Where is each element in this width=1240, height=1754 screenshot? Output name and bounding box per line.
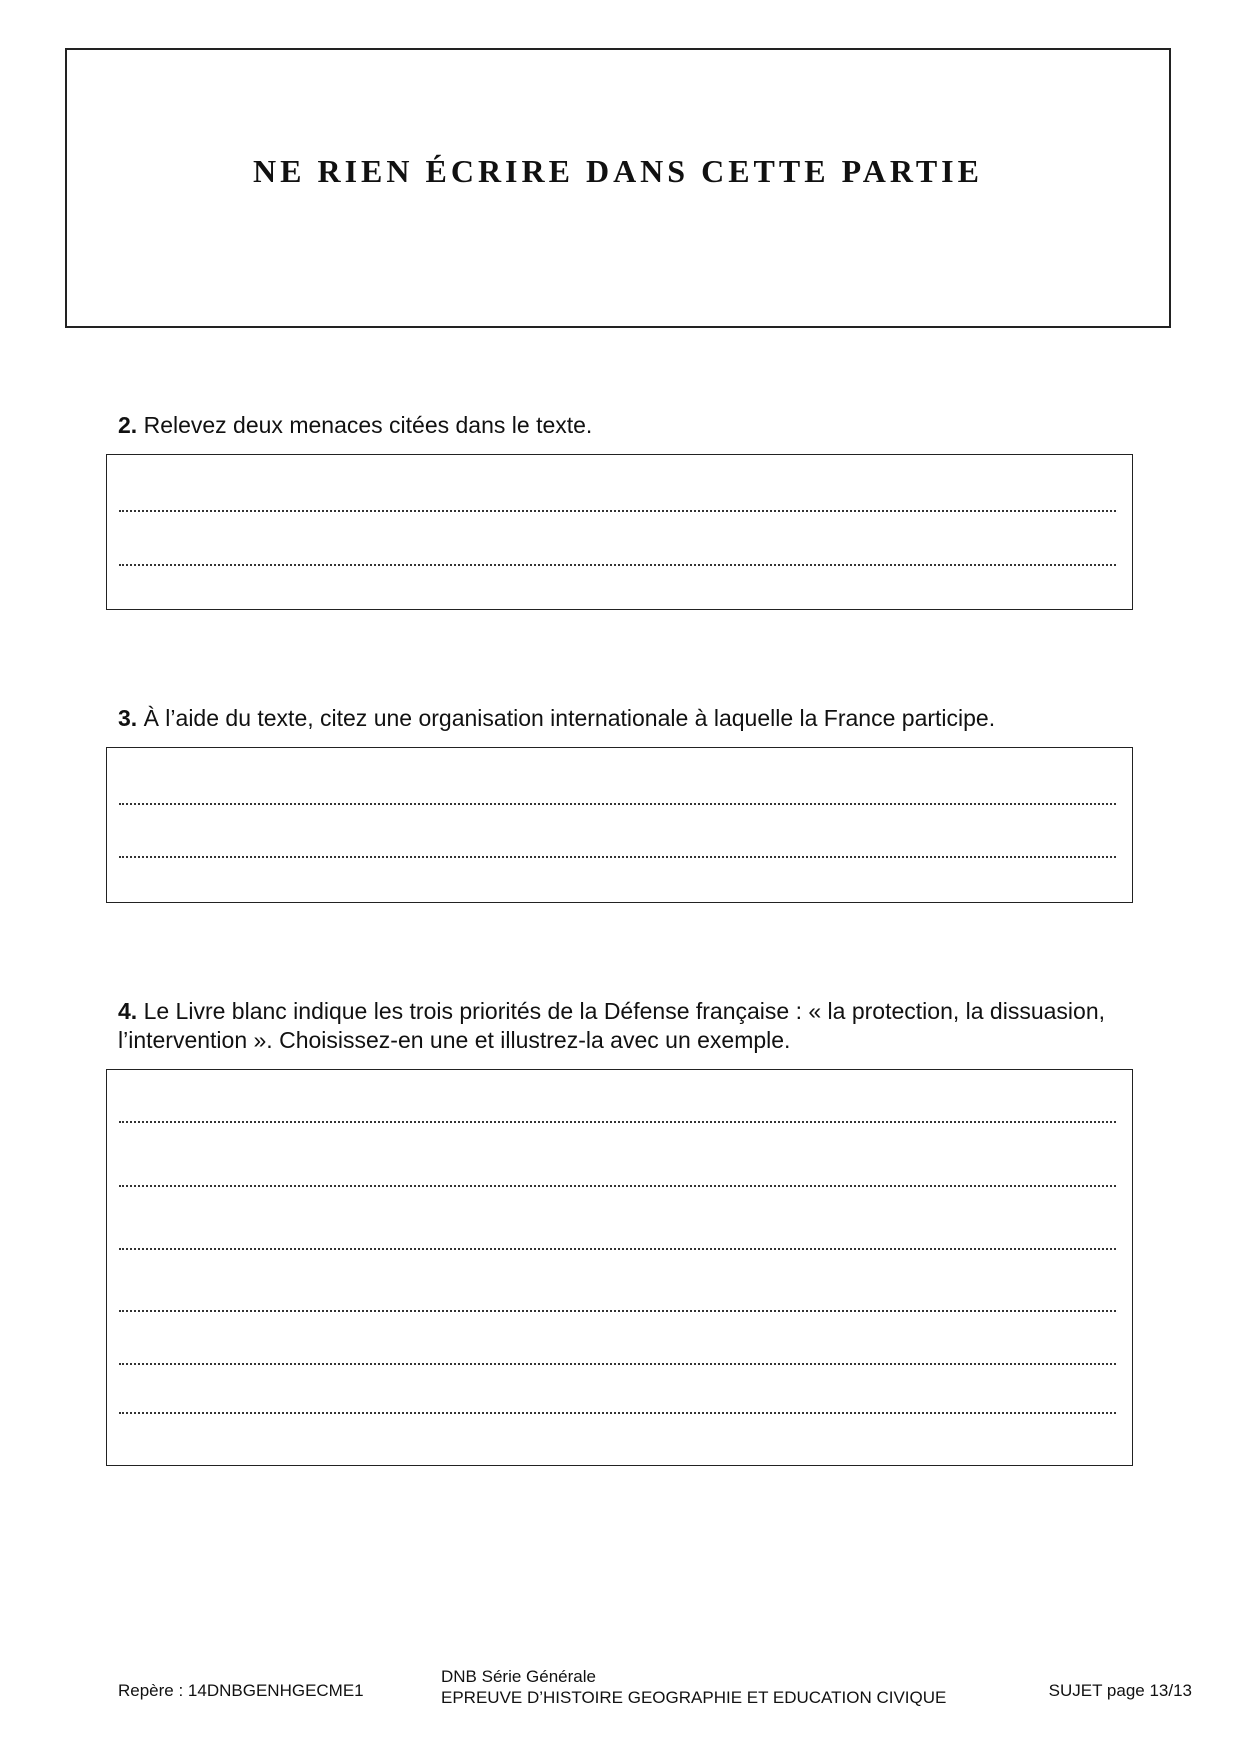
answer-line[interactable] bbox=[119, 1412, 1116, 1414]
question-3-text: À l’aide du texte, citez une organisation internationale à laquelle la France participe. bbox=[137, 705, 996, 731]
answer-line[interactable] bbox=[119, 856, 1116, 858]
answer-box-question-3[interactable] bbox=[106, 747, 1133, 903]
question-4 bbox=[118, 997, 1138, 1055]
answer-line[interactable] bbox=[119, 1185, 1116, 1187]
question-3-number: 3. bbox=[118, 705, 138, 731]
question-4-number: 4. bbox=[118, 998, 138, 1024]
answer-line[interactable] bbox=[119, 564, 1116, 566]
question-2-number: 2. bbox=[118, 412, 138, 438]
footer-series: DNB Série Générale bbox=[441, 1667, 596, 1686]
answer-line[interactable] bbox=[119, 510, 1116, 512]
answer-line[interactable] bbox=[119, 803, 1116, 805]
footer-exam-title: EPREUVE D’HISTOIRE GEOGRAPHIE ET EDUCATION CIVIQUE bbox=[441, 1688, 947, 1707]
question-4-text: Le Livre blanc indique les trois priorités de la Défense française : « la protection, la dissuasion, l’intervention ». Choisissez-en une et illustrez-la avec un exemple. bbox=[118, 998, 1105, 1053]
answer-box-question-2[interactable] bbox=[106, 454, 1133, 610]
do-not-write-title: NE RIEN ÉCRIRE DANS CETTE PARTIE bbox=[253, 153, 983, 189]
footer-reference: Repère : 14DNBGENHGECME1 bbox=[118, 1681, 364, 1700]
answer-box-question-4[interactable] bbox=[106, 1069, 1133, 1466]
answer-line[interactable] bbox=[119, 1248, 1116, 1250]
question-2 bbox=[118, 411, 1138, 440]
footer-page-number: SUJET page 13/13 bbox=[1048, 1681, 1192, 1700]
answer-line[interactable] bbox=[119, 1121, 1116, 1123]
footer-exam bbox=[441, 1666, 946, 1708]
do-not-write-box bbox=[65, 48, 1171, 328]
question-3 bbox=[118, 704, 1138, 733]
question-2-text: Relevez deux menaces citées dans le texte. bbox=[137, 412, 593, 438]
answer-line[interactable] bbox=[119, 1310, 1116, 1312]
answer-line[interactable] bbox=[119, 1363, 1116, 1365]
